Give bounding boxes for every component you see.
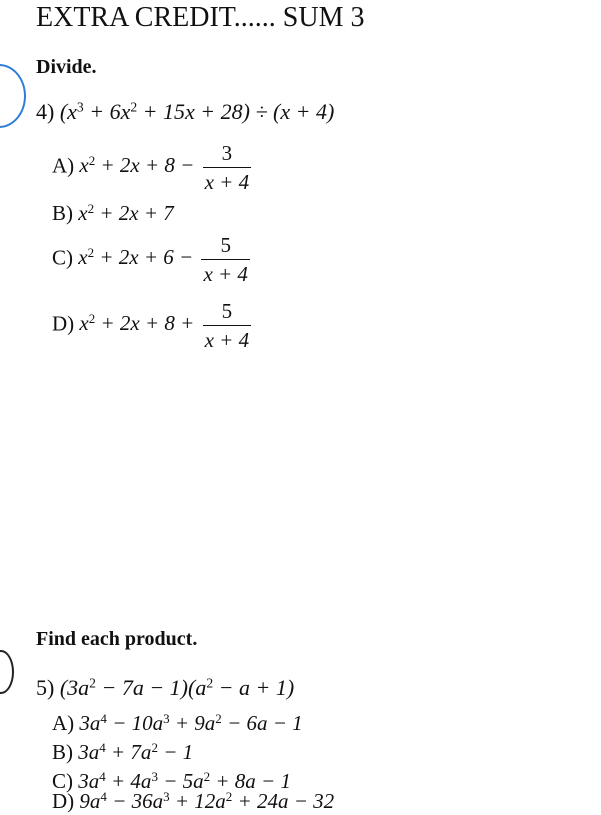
- question-expression: $(x^3 + 6x^2 + 15x + 28) \div (x + 4)$: [59, 99, 335, 124]
- fraction: $\frac{5}{x + 4}$: [204, 299, 250, 353]
- choice-d-partial[interactable]: D) $9a^4 - 36a^3 + 12a^2 + 24a - 32$: [52, 789, 335, 814]
- fraction: $\frac{5}{x + 4}$: [203, 233, 248, 287]
- black-circle-annotation: [0, 650, 14, 694]
- fraction: $\frac{3}{x + 4}$: [204, 141, 250, 195]
- choice-a[interactable]: A) $3a^4 - 10a^3 + 9a^2 - 6a - 1$: [52, 711, 303, 736]
- choice-c[interactable]: C) $x^2 + 2x + 6$ − $\frac{5}{x + 4}$: [52, 233, 248, 287]
- choice-a[interactable]: A) $x^2 + 2x + 8$ − $\frac{3}{x + 4}$: [52, 141, 250, 195]
- section-heading-product: Find each product.: [36, 628, 198, 650]
- question-expression: $(3a^2 - 7a - 1)(a^2 - a + 1)$: [59, 675, 295, 700]
- question-number: 5): [36, 675, 55, 700]
- choice-c[interactable]: C) $3a^4 + 4a^3 - 5a^2 + 8a - 1$: [52, 769, 291, 794]
- page-title: EXTRA CREDIT...... SUM 3: [36, 2, 365, 33]
- question-4: [36, 99, 334, 125]
- choice-b[interactable]: B) $3a^4 + 7a^2 - 1$: [52, 740, 194, 765]
- blue-circle-annotation: [0, 64, 26, 128]
- choice-b[interactable]: B) $x^2 + 2x + 7$: [52, 201, 174, 226]
- section-heading-divide: Divide.: [36, 56, 97, 78]
- choice-d[interactable]: D) $x^2 + 2x + 8$ + $\frac{5}{x + 4}$: [52, 299, 250, 353]
- question-number: 4): [36, 99, 55, 124]
- question-5: [36, 675, 294, 701]
